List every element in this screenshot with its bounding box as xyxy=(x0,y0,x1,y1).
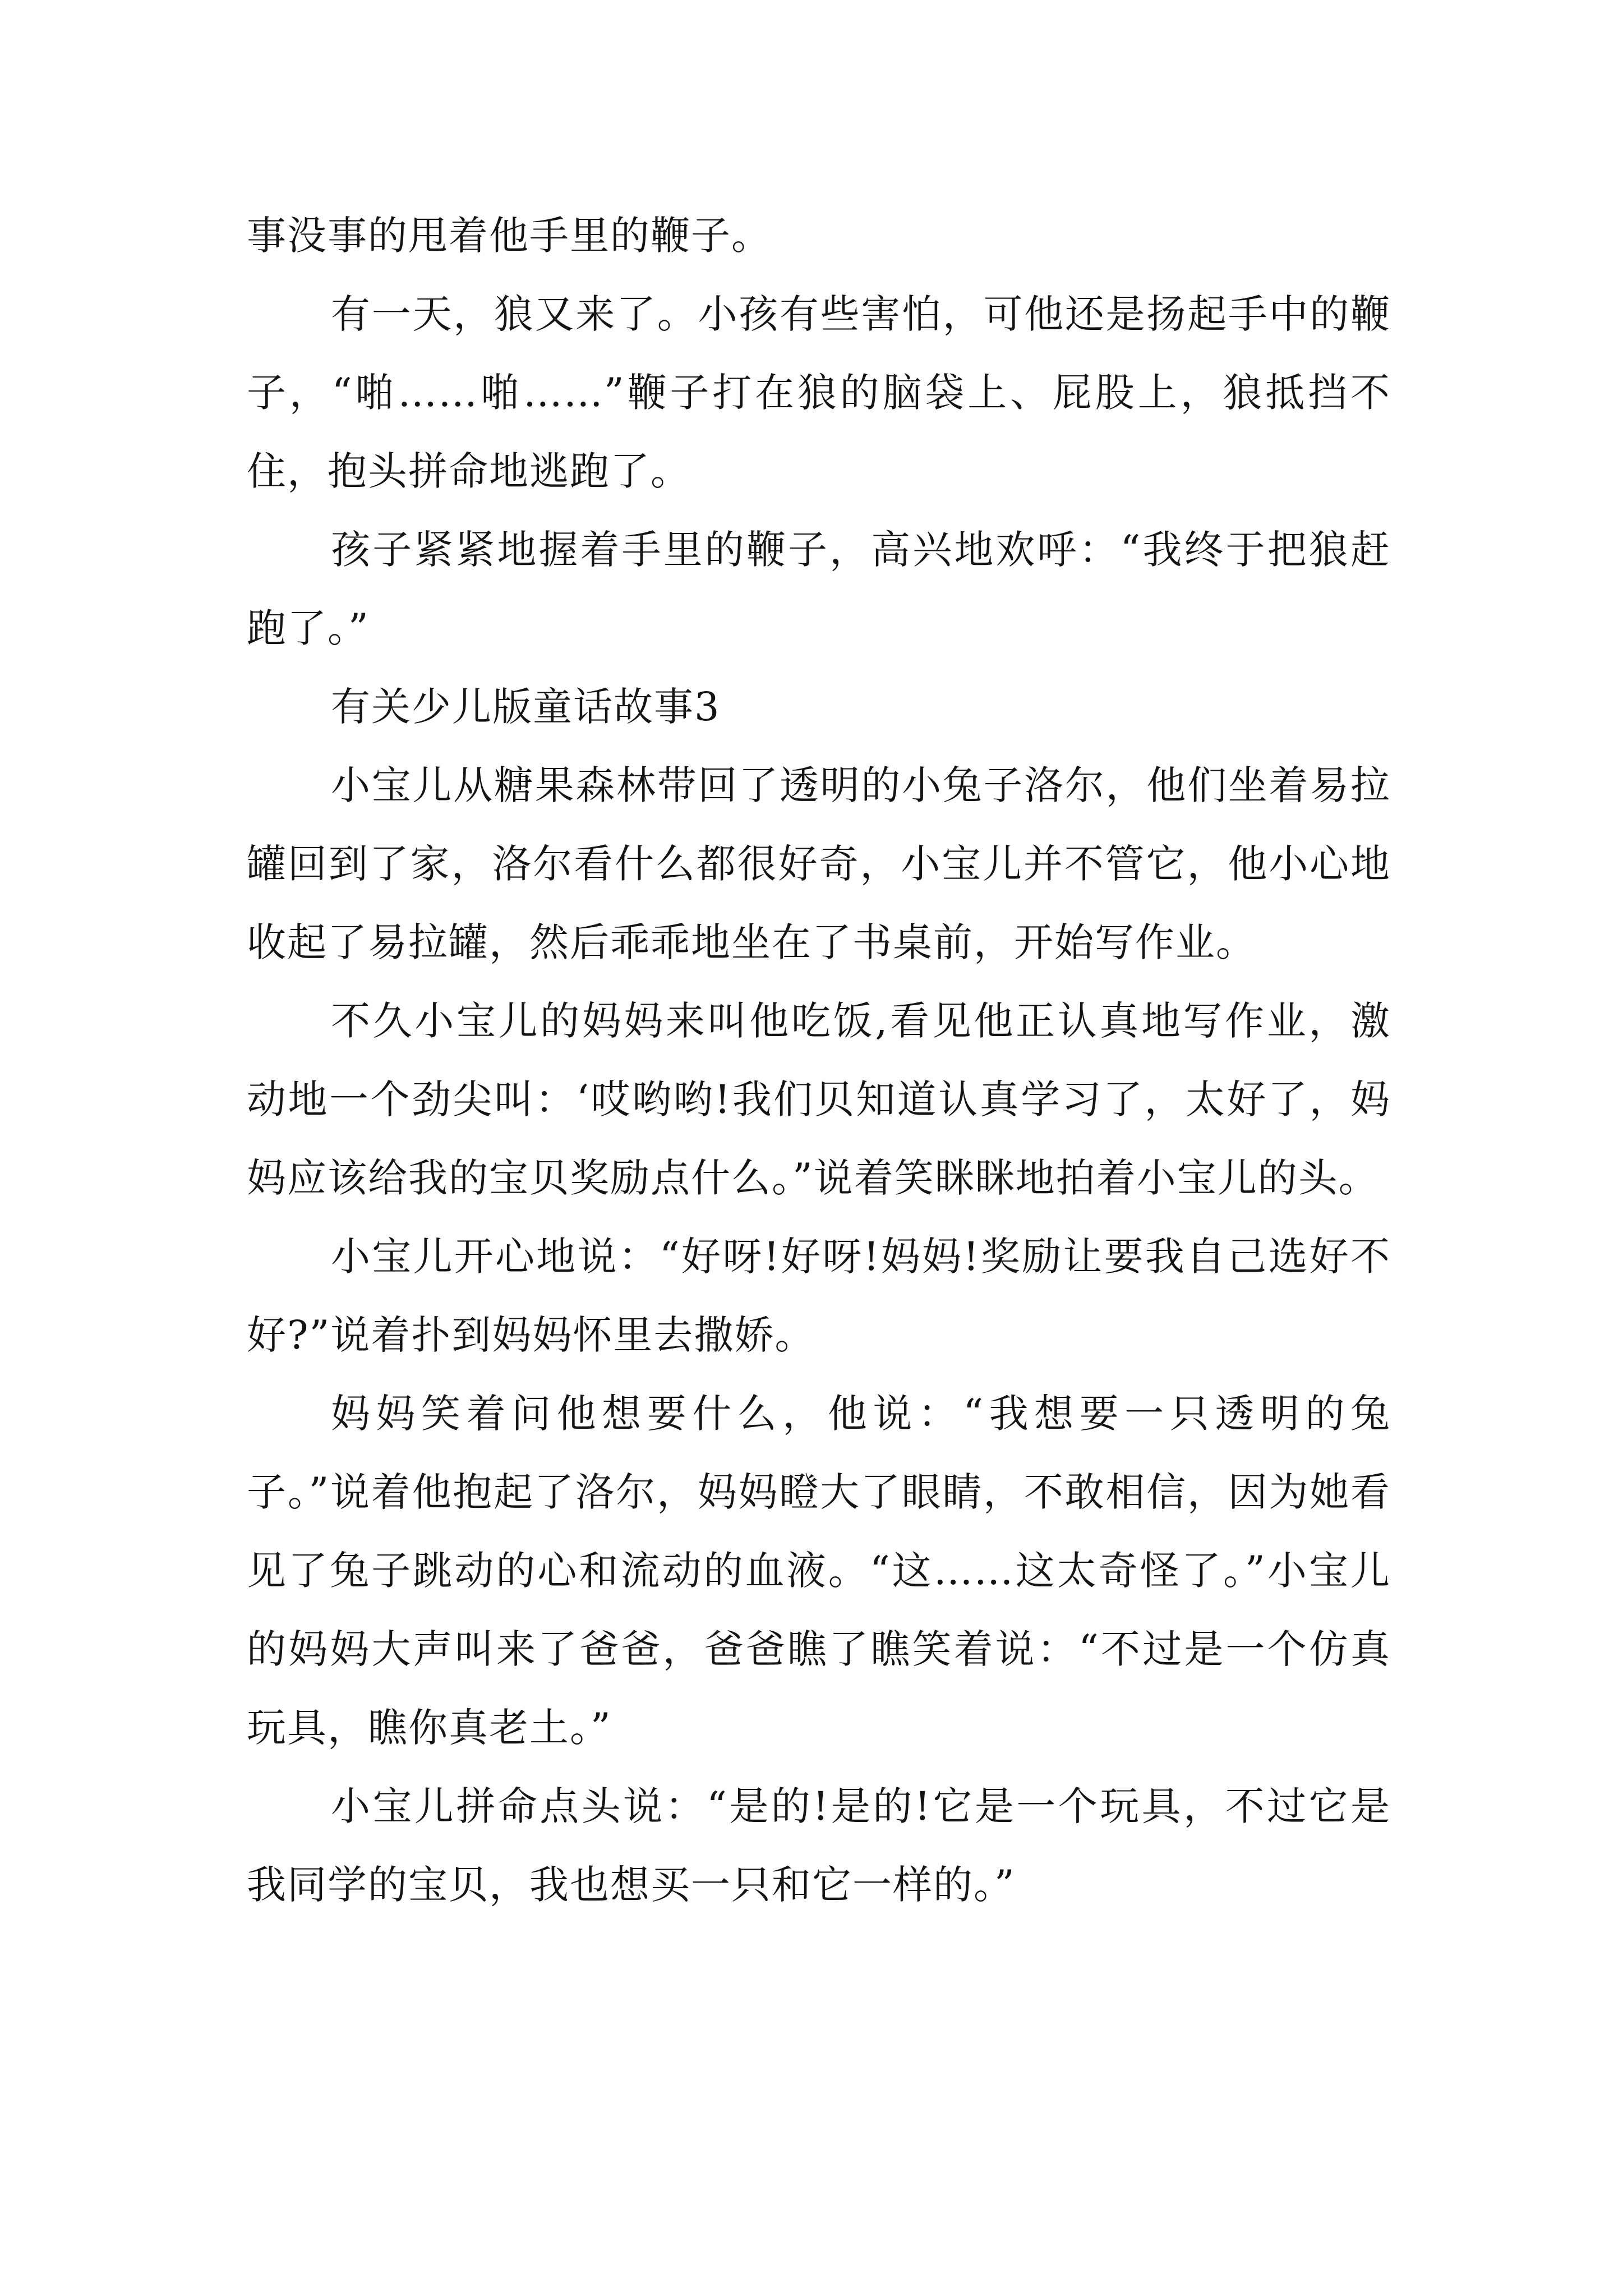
paragraph-3: 孩子紧紧地握着手里的鞭子，高兴地欢呼：“我终于把狼赶跑了。” xyxy=(247,527,1391,651)
paragraph-2: 有一天，狼又来了。小孩有些害怕，可他还是扬起手中的鞭子，“啪……啪……”鞭子打在狼的脑袋上、屁股上，狼抵挡不住，抱头拼命地逃跑了。 xyxy=(247,291,1391,494)
paragraph-1: 事没事的甩着他手里的鞭子。 xyxy=(247,213,772,259)
paragraph-8: 小宝儿拼命点头说：“是的!是的!它是一个玩具，不过它是我同学的宝贝，我也想买一只和它一样的。” xyxy=(247,1783,1391,1908)
paragraph-7: 妈妈笑着问他想要什么，他说：“我想要一只透明的兔子。”说着他抱起了洛尔，妈妈瞪大了眼睛，不敢相信，因为她看见了兔子跳动的心和流动的血液。“这……这太奇怪了。”小宝儿的妈妈大声叫来了爸爸，爸爸瞧了瞧笑着说：“不过是一个仿真玩具，瞧你真老土。” xyxy=(247,1391,1391,1751)
paragraph-5: 不久小宝儿的妈妈来叫他吃饭,看见他正认真地写作业，激动地一个劲尖叫：‘哎哟哟!我们贝知道认真学习了，太好了，妈妈应该给我的宝贝奖励点什么。”说着笑眯眯地拍着小宝儿的头。 xyxy=(247,998,1391,1201)
section-heading: 有关少儿版童话故事3 xyxy=(331,684,721,730)
story-text xyxy=(247,196,1391,1924)
paragraph-4: 小宝儿从糖果森林带回了透明的小兔子洛尔，他们坐着易拉罐回到了家，洛尔看什么都很好奇，小宝儿并不管它，他小心地收起了易拉罐，然后乖乖地坐在了书桌前，开始写作业。 xyxy=(247,762,1391,965)
paragraph-6: 小宝儿开心地说：“好呀!好呀!妈妈!奖励让要我自己选好不好?”说着扑到妈妈怀里去撒娇。 xyxy=(247,1234,1391,1358)
